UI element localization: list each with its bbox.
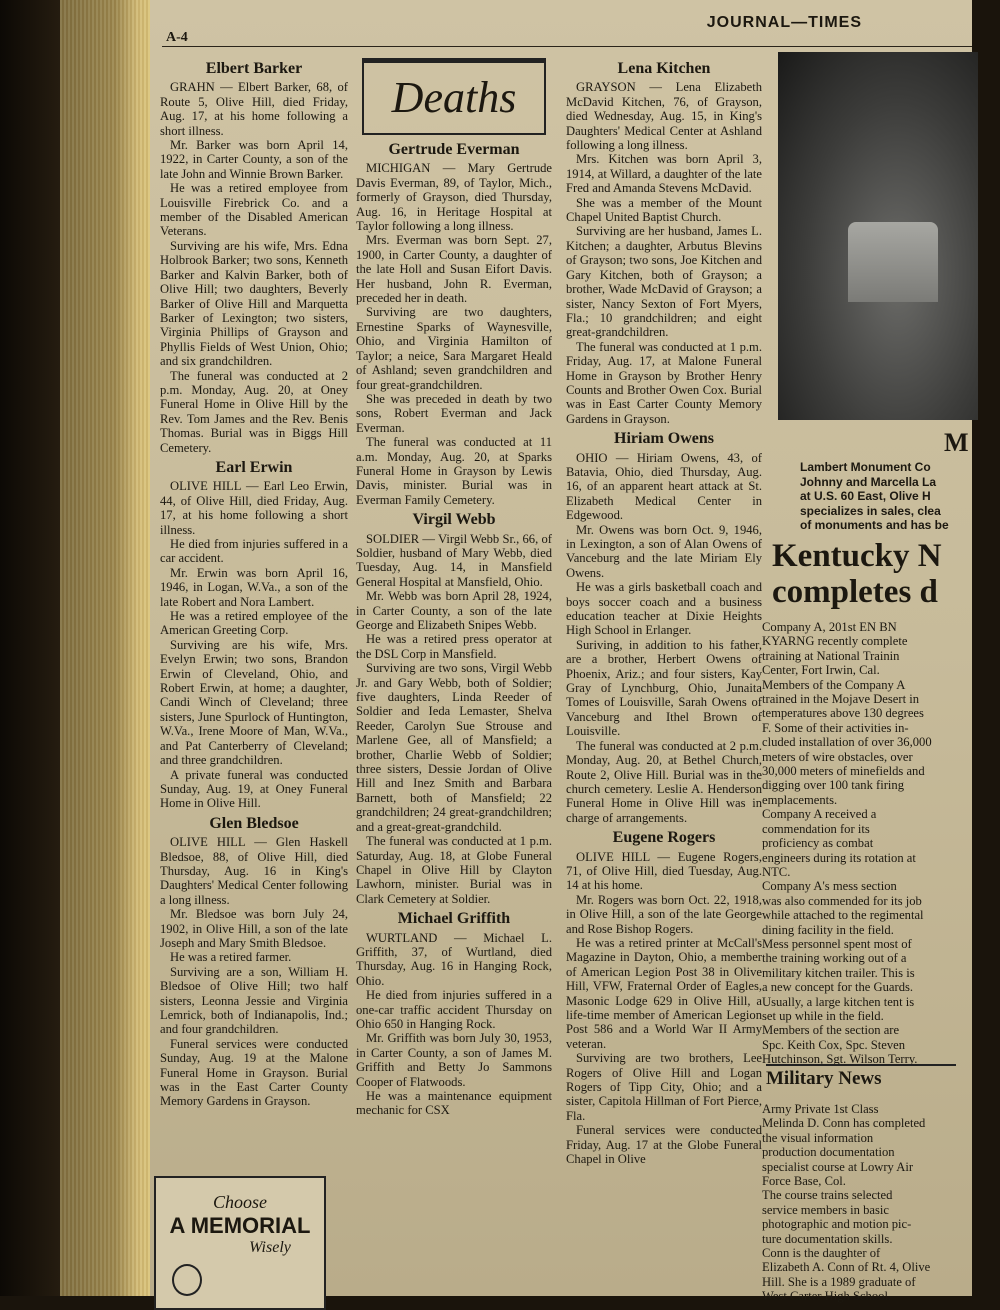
obituary-paragraph: The funeral was conducted at 2 p.m. Monday, Aug. 20, at Oney Funeral Home in Olive Hill by the Rev. Tom James and the Rev. Benis Thomas. Burial was in Biggs Hill Cemetery. (160, 368, 348, 455)
obituary-paragraph: Surviving are two sons, Virgil Webb Jr. and Gary Webb, both of Soldier; five daughters, Linda Reeder of Soldier and Ieda Lemaster, Shelva Reeder, Carolyn Sue Strouse and Marlene Gee, all of Mansfield; a brother, Charlie Webb of Soldier; three sisters, Dessie Jordan of Olive Hill and Inez Smith and Barbara Barnett, both of Mansfield; 22 grandchildren; 24 great-grandchildren; and a great-great-grandchild. (356, 661, 552, 834)
text-line: Members of the section are (762, 1023, 900, 1038)
obituary-paragraph: OLIVE HILL — Eugene Rogers, 71, of Olive Hill, died Tuesday, Aug. 14 at his home. (566, 849, 762, 893)
text-line: while attached to the regimental (762, 908, 924, 923)
deaths-banner: Deaths (362, 58, 546, 135)
text-line: specialist course at Lowry Air (762, 1159, 914, 1174)
text-line: Elizabeth A. Conn of Rt. 4, Olive (762, 1260, 931, 1275)
obituary-paragraph: Suriving, in addition to his father, are a brother, Herbert Owens of Phoenix, Ariz.; and four sisters, Kay Gray of Lynchburg, Ohio, Junaita Tomes of Louisville, Sarah Owens of Vanceburg and Ithel Brown of Louisville. (566, 637, 762, 739)
text-line: Army Private 1st Class (762, 1102, 879, 1116)
ad-illustration-icon (172, 1264, 202, 1296)
text-line: NTC. (762, 864, 791, 879)
obituary-paragraph: GRAHN — Elbert Barker, 68, of Route 5, Olive Hill, died Friday, Aug. 17, at his home following a short illness. (160, 80, 348, 138)
obituary-heading: Elbert Barker (205, 60, 303, 77)
obituary-paragraph: MICHIGAN — Mary Gertrude Davis Everman, 89, of Taylor, Mich., formerly of Grayson, died Thursday, Aug. 16, in Heritage Hospital at Taylor following a long illness. (356, 161, 552, 234)
text-line: commendation for its (762, 821, 870, 836)
text-line: the training working out of a (762, 951, 907, 966)
text-line: Force Base, Col. (762, 1174, 846, 1189)
text-line: emplacements. (762, 792, 838, 807)
obituary-paragraph: She was preceded in death by two sons, Robert Everman and Jack Everman. (356, 391, 552, 435)
story-headline (772, 538, 992, 610)
obituary-paragraph: She was a member of the Mount Chapel United Baptist Church. (566, 195, 762, 225)
obituary-paragraph: Funeral services were conducted Sunday, Aug. 19 at the Malone Funeral Home in Grayson. Burial was in the East Carter County Memory Gardens in Grayson. (160, 1036, 348, 1109)
obituary-paragraph: He was a retired employee from Louisville Firebrick Co. and a member of the Disabled American Veterans. (160, 181, 348, 239)
text-line: trained in the Mojave Desert in (762, 692, 920, 707)
obituary-paragraph: A private funeral was conducted Sunday, Aug. 19, at Oney Funeral Home in Olive Hill. (160, 767, 348, 811)
obituary-paragraph: OLIVE HILL — Earl Leo Erwin, 44, of Olive Hill, died Friday, Aug. 17, at his home following a short illness. (160, 479, 348, 537)
obituary-paragraph: Surviving are a son, William H. Bledsoe of Olive Hill; two half sisters, Leonna Jessie and Virginia Lemrick, both of Indianapolis, Ind.; and four grandchildren. (160, 964, 348, 1037)
text-line: Kentucky N (772, 538, 942, 574)
obituary-paragraph: Mr. Bledsoe was born July 24, 1902, in Olive Hill, a son of the late Joseph and Mary Smith Bledsoe. (160, 907, 348, 950)
obituary-paragraph: Surviving are her husband, James L. Kitchen; a daughter, Arbutus Blevins of Grayson; two sons, Joe Kitchen and Gary Kitchen, both of Grayson; a brother, Wade McDavid of Grayson; a sister, Nancy Sexton of Fort Myers, Fla.; 10 grandchildren; and eight great-grandchildren. (566, 224, 762, 340)
monument-stone (848, 222, 938, 302)
obituary-paragraph: He was a retired farmer. (170, 950, 292, 965)
text-line: temperatures above 130 degrees (762, 706, 924, 721)
text-line: at U.S. 60 East, Olive H (800, 489, 931, 504)
text-line: F. Some of their activities in- (762, 720, 909, 735)
obituary-paragraph: Mr. Webb was born April 28, 1924, in Carter County, a son of the late George and Elizabeth Snipes Webb. (356, 589, 552, 632)
obituary-heading: Virgil Webb (412, 511, 496, 529)
text-line: photographic and motion pic- (762, 1217, 912, 1232)
obituary-paragraph: He died from injuries suffered in a one-car traffic accident Thursday on Ohio 650 in Hanging Rock. (356, 988, 552, 1031)
obituary-paragraph: Surviving are his wife, Mrs. Edna Holbrook Barker; two sons, Kenneth Barker and Kalvin Barker, both of Olive Hill; two daughters, Beverly Barker of Olive Hill and Marquetta Barker of Lexington; two sisters, Virginia Phillips of Grayson and Phyllis Fields of West Union, Ohio; and six grandchildren. (160, 238, 348, 369)
text-line: service members in basic (762, 1202, 889, 1217)
obituary-heading: Glen Bledsoe (209, 814, 299, 832)
obituary-paragraph: Mr. Owens was born Oct. 9, 1946, in Lexington, a son of Alan Owens of Vanceburg and the late Miriam Ely Owens. (566, 522, 762, 580)
military-news-body (762, 1102, 972, 1304)
military-news-headline: Military News (766, 1064, 956, 1090)
text-line: ture documentation skills. (762, 1231, 893, 1246)
text-line: Hill. She is a 1989 graduate of (762, 1274, 916, 1289)
obituary-paragraph: Mrs. Everman was born Sept. 27, 1900, in Carter County, a daughter of the late Holl and Susan Eifort Davis. Her husband, John R. Everman, preceded her in death. (356, 233, 552, 306)
ad-memorial: A MEMORIAL (169, 1213, 311, 1238)
obituary-paragraph: OLIVE HILL — Glen Haskell Bledsoe, 88, of Olive Hill, died Thursday, Aug. 16 in King's Daughters' Medical Center following a long illness. (160, 835, 348, 907)
photo-headline-fragment: M (944, 428, 969, 457)
obituary-paragraph: GRAYSON — Lena Elizabeth McDavid Kitchen, 76, of Grayson, died Wednesday, Aug. 15, in King's Daughters' Medical Center at Ashland following a long illness. (566, 80, 762, 153)
text-line: Melinda D. Conn has completed (762, 1116, 926, 1131)
text-line: Company A received a (762, 807, 877, 822)
obituary-paragraph: Mr. Erwin was born April 16, 1946, in Logan, W.Va., a son of the late Robert and Nora Lambert. (160, 565, 348, 609)
newspaper-page (150, 0, 972, 1304)
text-line: West Carter High School. (762, 1289, 892, 1304)
text-line: Conn is the daughter of (762, 1246, 881, 1261)
obituary-paragraph: WURTLAND — Michael L. Griffith, 37, of Wurtland, died Thursday, Aug. 16 in Hanging Rock, Ohio. (356, 930, 552, 988)
obituary-paragraph: He was a retired printer at McCall's Magazine in Dayton, Ohio, a member of American Legion Post 38 in Olive Hill, VFW, Fraternal Order of Eagles, Masonic Lodge 629 in Olive Hill, a life-time member of American Legion Post 586 and a World War II Army veteran. (566, 935, 762, 1051)
text-line: Company A's mess section (762, 879, 897, 894)
obituary-heading: Michael Griffith (397, 910, 511, 928)
text-line: military kitchen trailer. This is (762, 965, 915, 980)
obituary-paragraph: He was a maintenance equipment mechanic for CSX (356, 1089, 552, 1118)
text-line: Members of the Company A (762, 677, 906, 692)
text-line: 30,000 meters of minefields and (762, 764, 925, 779)
text-line: training at National Trainin (762, 648, 900, 663)
obituary-heading: Hiriam Owens (614, 430, 714, 448)
column-1 (160, 56, 348, 1109)
obituary-paragraph: He was a retired employee of the American Greeting Corp. (160, 609, 348, 638)
obituary-heading: Gertrude Everman (388, 141, 520, 158)
obituary-heading: Lena Kitchen (617, 60, 711, 77)
obituary-paragraph: He died from injuries suffered in a car accident. (160, 537, 348, 566)
obituary-paragraph: The funeral was conducted at 1 p.m. Friday, Aug. 17, at Malone Funeral Home in Grayson by Brother Henry Counts and Brother Owen Cox. Burial was in East Carter County Memory Gardens in Grayson. (566, 339, 762, 426)
text-line: of monuments and has be (800, 518, 949, 533)
obituary-paragraph: Surviving are his wife, Mrs. Evelyn Erwin; two sons, Brandon Erwin of Cleveland, Ohio, and Robert Erwin, at home; a daughter, Candi Winch of Cleveland; three sisters, June Spurlock of Huntington, W.Va., Irene Moore of Man, W.Va., and Pat Canterberry of Cleveland; and three grandchildren. (160, 637, 348, 768)
obituary-paragraph: Mr. Barker was born April 14, 1922, in Carter County, a son of the late John and Winnie Brown Barker. (160, 138, 348, 181)
text-line: Usually, a large kitchen tent is (762, 994, 915, 1009)
text-line: Center, Fort Irwin, Cal. (762, 663, 880, 678)
obituary-paragraph: The funeral was conducted at 1 p.m. Saturday, Aug. 18, at Globe Funeral Chapel in Olive Hill by Clayton Lawhorn, minister. Burial was in Clark Cemetery at Soldier. (356, 834, 552, 906)
text-line: the visual information (762, 1130, 874, 1145)
text-line: Johnny and Marcella La (800, 474, 937, 489)
story-body (762, 620, 972, 1067)
text-line: digging over 100 tank firing (762, 778, 905, 793)
obituary-paragraph: Mr. Rogers was born Oct. 22, 1918, in Olive Hill, a son of the late George and Rose Bishop Rogers. (566, 892, 762, 936)
text-line: cluded installation of over 36,000 (762, 735, 932, 750)
masthead: JOURNAL—TIMES (706, 14, 862, 31)
obituary-paragraph: Mr. Griffith was born July 30, 1953, in Carter County, a son of James M. Griffith and Betty Jo Sammons Cooper of Flatwoods. (356, 1031, 552, 1089)
text-line: engineers during its rotation at (762, 850, 916, 865)
text-line: Lambert Monument Co (800, 460, 931, 474)
text-line: set up while in the field. (762, 1008, 884, 1023)
obituary-paragraph: Funeral services were conducted Friday, Aug. 17 at the Globe Funeral Chapel in Olive (566, 1123, 762, 1167)
text-line: a new concept for the Guards. (762, 980, 914, 995)
text-line: specializes in sales, clea (800, 503, 941, 518)
obituary-paragraph: He was a retired press operator at the DSL Corp in Mansfield. (356, 632, 552, 661)
obituary-paragraph: SOLDIER — Virgil Webb Sr., 66, of Soldier, husband of Mary Webb, died Tuesday, Aug. 14, in Mansfield General Hospital at Mansfield, Ohio. (356, 531, 552, 589)
obituary-paragraph: Mrs. Kitchen was born April 3, 1914, at Willard, a daughter of the late Fred and Amanda Stevens McDavid. (566, 152, 762, 196)
obituary-paragraph: Surviving are two daughters, Ernestine Sparks of Waynesville, Ohio, and Virginia Hamilton of Taylor; a neice, Sara Margaret Heald of Ashland; seven grandchildren and four great-grandchildren. (356, 305, 552, 392)
column-3 (566, 56, 762, 1166)
text-line: completes d (772, 574, 938, 610)
obituary-paragraph: OHIO — Hiriam Owens, 43, of Batavia, Ohio, died Thursday, Aug. 16, of an apparent heart attack at St. Elizabeth Medical Center in Edgewood. (566, 450, 762, 523)
obituary-heading: Earl Erwin (215, 458, 293, 476)
obituary-paragraph: The funeral was conducted at 2 p.m. Monday, Aug. 20, at Bethel Church, Route 2, Olive Hill. Burial was in the church cemetery. Leslie A. Henderson Funeral Home in Olive Hill was in charge of arrangements. (566, 738, 762, 825)
text-line: Spc. Keith Cox, Spc. Steven (762, 1037, 906, 1052)
monument-photo (778, 52, 978, 420)
text-line: meters of wire obstacles, over (762, 749, 913, 764)
obituary-paragraph: The funeral was conducted at 11 a.m. Monday, Aug. 20, at Sparks Funeral Home in Grayson by Lewis Davis, minister. Burial was in Everman Family Cemetery. (356, 435, 552, 507)
page-number: A-4 (166, 30, 188, 45)
ad-choose: Choose (213, 1192, 267, 1212)
ad-wisely: Wisely (249, 1239, 291, 1256)
text-line: was also commended for its job (762, 893, 922, 908)
text-line: Hutchinson, Sgt. Wilson Terry. (762, 1052, 918, 1067)
text-line: Company A, 201st EN BN (762, 620, 897, 634)
column-2-obits (356, 143, 552, 1118)
text-line: KYARNG recently complete (762, 634, 908, 649)
memorial-advertisement (154, 1176, 326, 1310)
text-line: proficiency as combat (762, 836, 874, 851)
photo-caption (800, 460, 1000, 533)
obituary-paragraph: He was a girls basketball coach and boys soccer coach and a business education teacher at Dixie Heights High School in Erlanger. (566, 580, 762, 638)
text-line: Mess personnel spent most of (762, 936, 912, 951)
text-line: production documentation (762, 1145, 895, 1160)
page-edges (60, 0, 150, 1296)
column-2 (356, 56, 552, 1118)
obituary-paragraph: Surviving are two brothers, Lee Rogers of Olive Hill and Logan Rogers of Tipp City, Ohio; and a sister, Capitola Hillman of Fort Pierce, Fla. (566, 1051, 762, 1123)
obituary-heading: Eugene Rogers (612, 829, 716, 847)
text-line: dining facility in the field. (762, 922, 894, 937)
text-line: The course trains selected (762, 1188, 893, 1203)
header-rule (162, 46, 972, 47)
